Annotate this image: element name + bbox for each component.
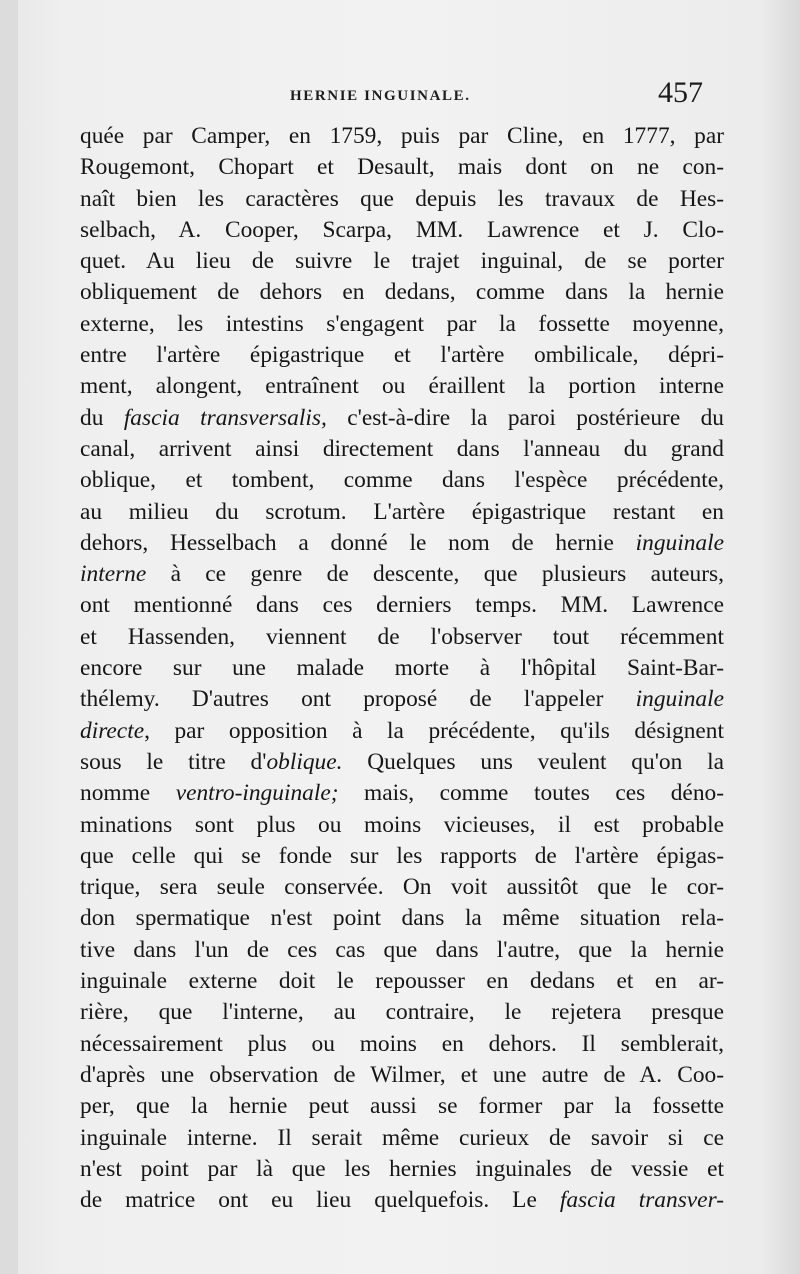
text-segment: ont mentionné dans ces derniers temps. MM. Lawrence (80, 592, 724, 619)
text-line (80, 340, 724, 371)
text-line (80, 121, 724, 152)
text-line (80, 1123, 724, 1154)
text-line (80, 1185, 724, 1216)
italic-text: inguinale (635, 686, 724, 713)
text-line (80, 559, 724, 590)
text-segment: Quelques uns veulent qu'on la (342, 748, 724, 775)
text-segment: Rougemont, Chopart et Desault, mais dont on ne con- (80, 154, 724, 181)
text-segment: quet. Au lieu de suivre le trajet inguinal, de se porter (80, 248, 724, 275)
text-segment: du (80, 404, 124, 431)
text-line (80, 747, 724, 778)
page-number: 457 (658, 76, 703, 109)
text-segment: de matrice ont eu lieu quelquefois. Le (80, 1187, 560, 1214)
italic-text: directe (80, 717, 145, 744)
italic-text: oblique. (266, 748, 343, 775)
text-line (80, 841, 724, 872)
text-segment: , par opposition à la précédente, qu'ils désignent (144, 717, 724, 744)
text-line (80, 903, 724, 934)
text-line (80, 872, 724, 903)
text-segment: que celle qui se fonde sur les rapports de l'artère épigas- (80, 842, 724, 869)
italic-text: inguinale (635, 529, 724, 556)
text-segment: thélemy. D'autres ont proposé de l'appeler (80, 686, 636, 713)
text-segment: nomme (80, 780, 176, 807)
text-segment: d'après une observation de Wilmer, et une autre de A. Coo- (80, 1061, 724, 1088)
text-segment: oblique, et tombent, comme dans l'espèce précédente, (80, 467, 724, 494)
text-segment: rière, que l'interne, au contraire, le rejetera presque (80, 999, 724, 1026)
text-segment: n'est point par là que les hernies inguinales de vessie et (80, 1155, 724, 1182)
text-segment: ment, alongent, entraînent ou éraillent la portion interne (80, 373, 724, 400)
text-segment: nécessairement plus ou moins en dehors. Il semblerait, (80, 1030, 724, 1057)
text-line (80, 1060, 724, 1091)
text-segment: minations sont plus ou moins vicieuses, il est probable (80, 811, 724, 838)
text-line (80, 590, 724, 621)
text-segment: encore sur une malade morte à l'hôpital Saint-Bar- (80, 655, 724, 682)
text-line (80, 997, 724, 1028)
text-line (80, 184, 724, 215)
text-line (80, 1029, 724, 1060)
italic-text: fascia transversalis, (123, 404, 327, 431)
body-text (80, 121, 724, 1216)
text-line (80, 653, 724, 684)
text-segment: c'est-à-dire la paroi postérieure du (326, 404, 724, 431)
text-segment: sous le titre d' (80, 748, 267, 775)
text-line (80, 246, 724, 277)
text-segment: naît bien les caractères que depuis les travaux de Hes- (80, 185, 724, 212)
italic-text: fascia transver- (559, 1187, 724, 1214)
text-line (80, 434, 724, 465)
text-line (80, 622, 724, 653)
text-line (80, 497, 724, 528)
text-line (80, 1154, 724, 1185)
text-line (80, 309, 724, 340)
running-title: HERNIE INGUINALE. (290, 88, 471, 104)
text-segment: selbach, A. Cooper, Scarpa, MM. Lawrence et J. Clo- (80, 216, 724, 243)
text-line (80, 152, 724, 183)
text-line (80, 966, 724, 997)
text-segment: au milieu du scrotum. L'artère épigastrique restant en (80, 498, 724, 525)
text-segment: tive dans l'un de ces cas que dans l'autre, que la hernie (80, 936, 724, 963)
text-segment: obliquement de dehors en dedans, comme dans la hernie (80, 279, 724, 306)
text-segment: don spermatique n'est point dans la même situation rela- (80, 905, 724, 932)
text-line (80, 810, 724, 841)
text-line (80, 935, 724, 966)
text-segment: inguinale interne. Il serait même curieux de savoir si ce (80, 1124, 724, 1151)
text-segment: per, que la hernie peut aussi se former par la fossette (80, 1093, 724, 1120)
text-segment: trique, sera seule conservée. On voit aussitôt que le cor- (80, 874, 724, 901)
text-segment: inguinale externe doit le repousser en dedans et en ar- (80, 968, 724, 995)
text-line (80, 1091, 724, 1122)
text-segment: mais, comme toutes ces déno- (338, 780, 724, 807)
text-line (80, 465, 724, 496)
text-segment: quée par Camper, en 1759, puis par Cline, en 1777, par (80, 123, 724, 149)
text-line (80, 778, 724, 809)
text-segment: dehors, Hesselbach a donné le nom de hernie (80, 529, 636, 556)
text-segment: canal, arrivent ainsi directement dans l'anneau du grand (80, 435, 724, 462)
text-segment: entre l'artère épigastrique et l'artère ombilicale, dépri- (80, 342, 724, 369)
italic-text: ventro-inguinale; (175, 780, 339, 807)
text-line (80, 403, 724, 434)
text-segment: à ce genre de descente, que plusieurs auteurs, (146, 561, 724, 588)
italic-text: interne (80, 561, 147, 588)
text-segment: et Hassenden, viennent de l'observer tout récemment (80, 623, 724, 650)
text-line (80, 277, 724, 308)
text-line (80, 528, 724, 559)
text-line (80, 371, 724, 402)
book-page (18, 0, 800, 1274)
text-line (80, 716, 724, 747)
text-line (80, 215, 724, 246)
text-line (80, 684, 724, 715)
text-segment: externe, les intestins s'engagent par la fossette moyenne, (80, 310, 724, 337)
